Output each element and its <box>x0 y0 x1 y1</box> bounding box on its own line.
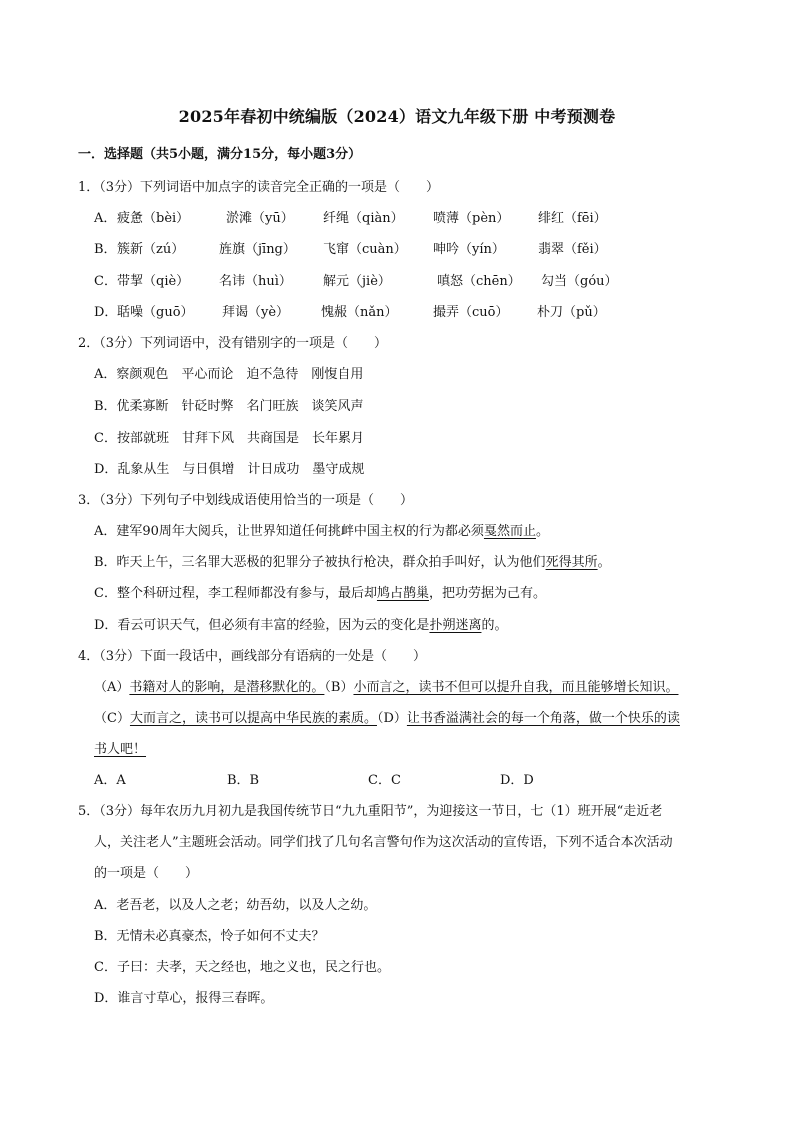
q1-c-word-4: 嗔怒（chēn） <box>437 274 521 289</box>
q2-option-a[interactable]: A．察颜观色 平心而论 迫不急待 刚愎自用 <box>94 367 364 382</box>
q3-a-idiom: 戛然而止 <box>483 524 536 539</box>
q4-passage-line-1 <box>94 676 678 695</box>
q3-a-text: A．建军90周年大阅兵，让世界知道任何挑衅中国主权的行为都必须 <box>94 524 484 539</box>
q3-option-c[interactable] <box>94 582 546 601</box>
q4-stem: 4．（3分）下面一段话中，画线部分有语病的一处是（ ） <box>78 649 427 664</box>
q1-c-word-3: 解元（jiè） <box>323 274 391 289</box>
q4-marker-a: （A） <box>94 680 130 695</box>
q4-passage-line-2 <box>94 707 680 726</box>
q3-option-a[interactable] <box>94 520 549 539</box>
q3-stem: 3．（3分）下列句子中划线成语使用恰当的一项是（ ） <box>78 493 414 508</box>
q2-option-c[interactable]: C．按部就班 甘拜下风 共商国是 长年累月 <box>94 431 364 446</box>
q4-segment-d-cont: 书人吧！ <box>94 742 147 757</box>
q4-choice-a[interactable]: A．A <box>94 773 126 788</box>
q3-option-b[interactable] <box>94 551 611 570</box>
q4-marker-b: （B） <box>324 680 354 695</box>
q5-stem-line-1: 5．（3分）每年农历九月初九是我国传统节日“九九重阳节”，为迎接这一节日，七（1）班开展“走近老 <box>78 804 663 819</box>
q4-marker-c: （C） <box>94 711 130 726</box>
q3-c-end: ，把功劳据为己有。 <box>428 586 546 601</box>
q1-b-word-4: 呻吟（yín） <box>433 242 505 257</box>
q1-b-word-3: 飞窜（cuàn） <box>323 242 407 257</box>
q1-d-word-3: 愧赧（nǎn） <box>321 305 398 320</box>
q2-option-d[interactable]: D．乱象从生 与日俱增 计日成功 墨守成规 <box>94 462 365 477</box>
q2-stem: 2．（3分）下列词语中，没有错别字的一项是（ ） <box>78 336 388 351</box>
q4-choice-d[interactable]: D．D <box>500 773 534 788</box>
q3-c-text: C．整个科研过程，李工程师都没有参与，最后却 <box>94 586 377 601</box>
q5-option-c[interactable]: C．子曰：夫孝，天之经也，地之义也，民之行也。 <box>94 960 390 975</box>
q4-segment-c: 大而言之，读书可以提高中华民族的素质。 <box>129 711 377 726</box>
q1-a-word-2: 淤滩（yū） <box>226 211 294 226</box>
q4-choice-c[interactable]: C．C <box>368 773 401 788</box>
q1-d-word-5: 朴刀（pǔ） <box>537 305 606 320</box>
q1-a-word-3: 纤绳（qiàn） <box>323 211 404 226</box>
q5-option-d[interactable]: D．谁言寸草心，报得三春晖。 <box>94 991 274 1006</box>
page-title: 2025年春初中统编版（2024）语文九年级下册 中考预测卷 <box>178 107 616 126</box>
q3-b-end: 。 <box>597 555 611 570</box>
q1-option-a-label[interactable]: A． <box>94 211 117 226</box>
q1-stem: 1．（3分）下列词语中加点字的读音完全正确的一项是（ ） <box>78 180 440 195</box>
q1-b-word-1: 簇新（zú） <box>117 242 185 257</box>
q4-marker-d: （D） <box>376 711 407 726</box>
q1-a-word-5: 绯红（fēi） <box>538 211 607 226</box>
q1-a-word-1: 疲惫（bèi） <box>117 211 190 226</box>
q5-stem-line-2: 人，关注老人”主题班会活动。同学们找了几句名言警句作为这次活动的宣传语，下列不适合本次活动 <box>94 835 673 850</box>
q5-option-a[interactable]: A．老吾老，以及人之老；幼吾幼，以及人之幼。 <box>94 898 377 913</box>
q4-choice-b[interactable]: B．B <box>227 773 260 788</box>
q3-a-end: 。 <box>535 524 549 539</box>
q1-option-d-label[interactable]: D． <box>94 305 118 320</box>
q3-option-d[interactable] <box>94 614 507 633</box>
q1-d-word-2: 拜谒（yè） <box>222 305 290 320</box>
q2-option-b[interactable]: B．优柔寡断 针砭时弊 名门旺族 谈笑风声 <box>94 399 364 414</box>
q4-segment-d: 让书香溢满社会的每一个角落，做一个快乐的读 <box>406 711 680 726</box>
section-heading: 一．选择题（共5小题，满分15分，每小题3分） <box>78 147 362 162</box>
q3-d-end: 的。 <box>481 618 508 633</box>
q1-b-word-5: 翡翠（fěi） <box>538 242 607 257</box>
q4-segment-b: 小而言之，读书不但可以提升自我，而且能够增长知识。 <box>353 680 679 695</box>
q3-d-idiom: 扑朔迷离 <box>429 618 482 633</box>
q3-d-text: D．看云可识天气，但必须有丰富的经验，因为云的变化是 <box>94 618 430 633</box>
q5-stem-line-3: 的一项是（ ） <box>94 866 199 881</box>
q3-b-idiom: 死得其所 <box>545 555 598 570</box>
q1-option-b-label[interactable]: B． <box>94 242 117 257</box>
q1-c-word-2: 名讳（huì） <box>219 274 292 289</box>
q1-b-word-2: 旌旗（jīng） <box>219 242 296 257</box>
q3-c-idiom: 鸠占鹊巢 <box>376 586 429 601</box>
q1-a-word-4: 喷薄（pèn） <box>433 211 510 226</box>
q4-passage-line-3 <box>94 738 146 757</box>
q1-c-word-5: 勾当（góu） <box>541 274 618 289</box>
q5-option-b[interactable]: B．无情未必真豪杰，怜子如何不丈夫？ <box>94 929 325 944</box>
q1-d-word-1: 聒噪（guō） <box>117 305 194 320</box>
q3-b-text: B．昨天上午，三名罪大恶极的犯罪分子被执行枪决，群众拍手叫好，认为他们 <box>94 555 546 570</box>
q1-d-word-4: 撮弄（cuō） <box>433 305 509 320</box>
q4-segment-a: 书籍对人的影响，是潜移默化的。 <box>129 680 325 695</box>
q1-option-c-label[interactable]: C． <box>94 274 117 289</box>
q1-c-word-1: 带挈（qiè） <box>117 274 190 289</box>
